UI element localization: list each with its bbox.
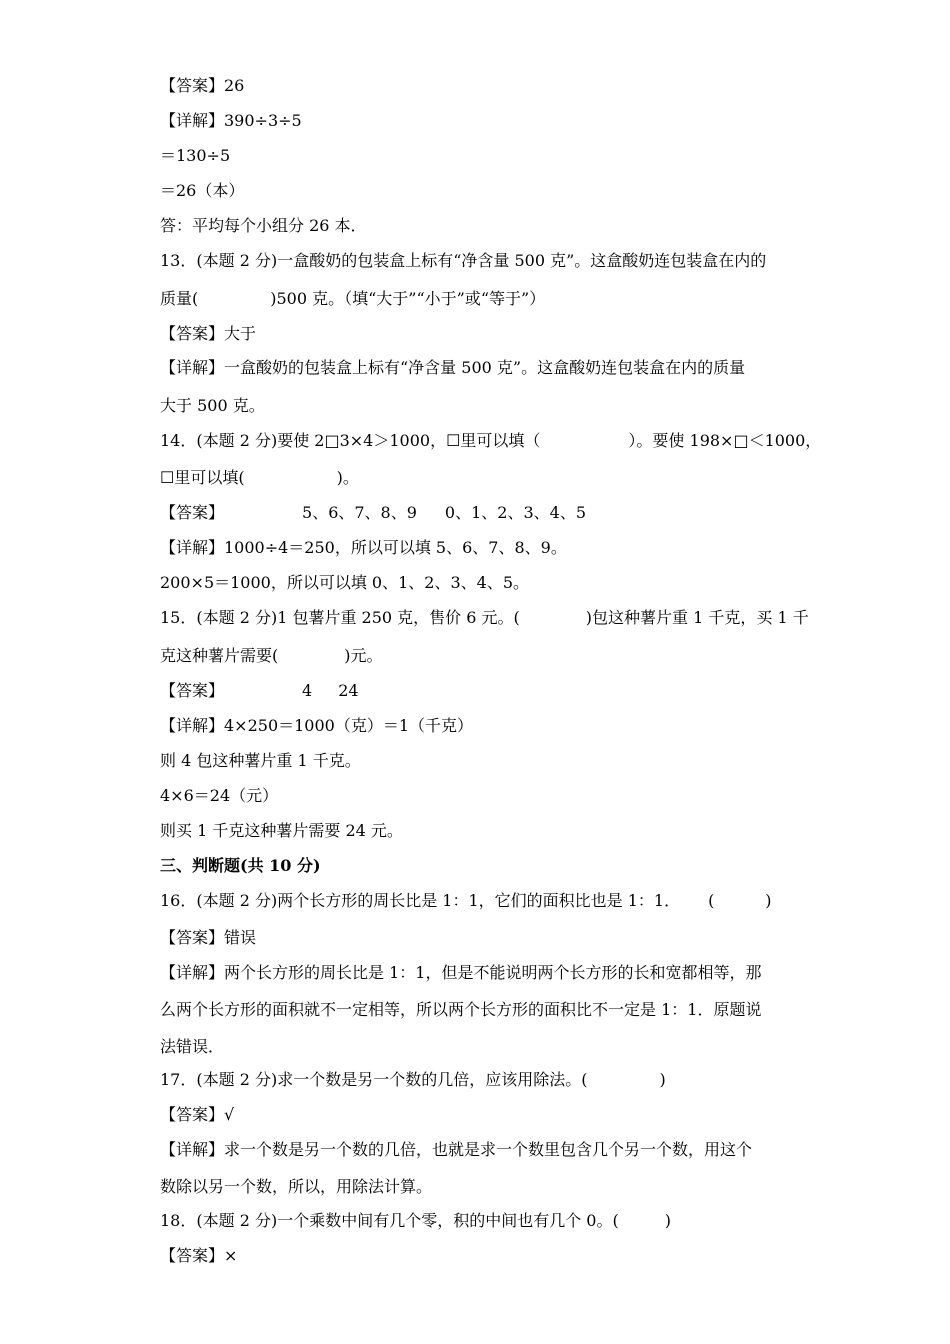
explanation-line: 则 4 包这种薯片重 1 千克。	[160, 751, 361, 770]
text-segment: 16．(本题 2 分)两个长方形的周长比是 1：1，它们的面积比也是 1：1．	[160, 891, 681, 910]
text-segment: )500 克。（填“大于”“小于”或“等于”）	[270, 289, 546, 308]
judgment-blank: ( )	[708, 891, 772, 910]
question-15-line-2	[160, 646, 383, 666]
question-13-line-1: 13．(本题 2 分)一盒酸奶的包装盒上标有“净含量 500 克”。这盒酸奶连包装盒在内的	[160, 251, 767, 270]
explanation-line: 【详解】4×250＝1000（克）＝1（千克）	[160, 716, 474, 735]
answer-line: 【答案】大于	[160, 324, 257, 343]
answer-value: 5、6、7、8、9	[302, 503, 417, 522]
explanation-line: ＝26（本）	[160, 181, 245, 200]
question-13-line-2	[160, 289, 545, 309]
explanation-line: 【详解】1000÷4＝250，所以可以填 5、6、7、8、9。	[160, 538, 567, 557]
answer-value: 24	[338, 681, 359, 700]
explanation-line: 大于 500 克。	[160, 396, 265, 415]
text-segment: )。	[336, 468, 359, 487]
question-14-line-1	[160, 431, 821, 451]
question-17-line	[160, 1070, 666, 1090]
question-14-line-2	[160, 468, 359, 488]
answer-label: 【答案】	[160, 681, 225, 700]
text-segment: )	[659, 1070, 666, 1089]
explanation-line: 答：平均每个小组分 26 本．	[160, 216, 367, 235]
explanation-line: 4×6＝24（元）	[160, 786, 279, 805]
explanation-line: 么两个长方形的面积就不一定相等，所以两个长方形的面积比不一定是 1：1．原题说	[160, 1000, 762, 1019]
text-segment: )	[664, 1211, 671, 1230]
text-segment: 克这种薯片需要(	[160, 646, 279, 665]
text-segment: 14．(本题 2 分)要使 2□3×4＞1000，☐里可以填（	[160, 431, 541, 450]
explanation-line: 数除以另一个数，所以，用除法计算。	[160, 1177, 433, 1196]
answer-line	[160, 681, 359, 701]
explanation-line: 【详解】两个长方形的周长比是 1：1，但是不能说明两个长方形的长和宽都相等，那	[160, 963, 762, 982]
question-18-line	[160, 1211, 671, 1231]
answer-line: 【答案】错误	[160, 928, 257, 947]
text-segment: 17．(本题 2 分)求一个数是另一个数的几倍，应该用除法。(	[160, 1070, 588, 1089]
explanation-line: 【详解】求一个数是另一个数的几倍，也就是求一个数里包含几个另一个数，用这个	[160, 1140, 753, 1159]
text-segment: )元。	[344, 646, 383, 665]
question-16-line	[160, 891, 771, 911]
answer-value: 0、1、2、3、4、5	[444, 503, 587, 522]
answer-value: 4	[302, 681, 313, 700]
answer-line: 【答案】×	[160, 1246, 238, 1265]
explanation-line: 法错误．	[160, 1037, 225, 1056]
answer-line	[160, 503, 586, 523]
text-segment: 15．(本题 2 分)1 包薯片重 250 克，售价 6 元。(	[160, 608, 520, 627]
text-segment: 质量(	[160, 289, 199, 308]
explanation-line: 【详解】390÷3÷5	[160, 111, 302, 130]
answer-label: 【答案】	[160, 503, 225, 522]
text-segment: ☐里可以填(	[160, 468, 245, 487]
explanation-line: ＝130÷5	[160, 146, 231, 165]
text-segment: 18．(本题 2 分)一个乘数中间有几个零，积的中间也有几个 0。(	[160, 1211, 619, 1230]
explanation-line: 则买 1 千克这种薯片需要 24 元。	[160, 821, 403, 840]
answer-line: 【答案】26	[160, 76, 245, 95]
explanation-line: 200×5＝1000，所以可以填 0、1、2、3、4、5。	[160, 573, 530, 592]
answer-line: 【答案】√	[160, 1105, 235, 1124]
text-segment: )包这种薯片重 1 千克，买 1 千	[585, 608, 809, 627]
question-15-line-1	[160, 608, 809, 628]
text-segment: ）。要使 198×□＜1000，	[628, 431, 822, 450]
explanation-line: 【详解】一盒酸奶的包装盒上标有“净含量 500 克”。这盒酸奶连包装盒在内的质量	[160, 358, 746, 377]
section-heading: 三、判断题(共 10 分)	[160, 856, 321, 875]
